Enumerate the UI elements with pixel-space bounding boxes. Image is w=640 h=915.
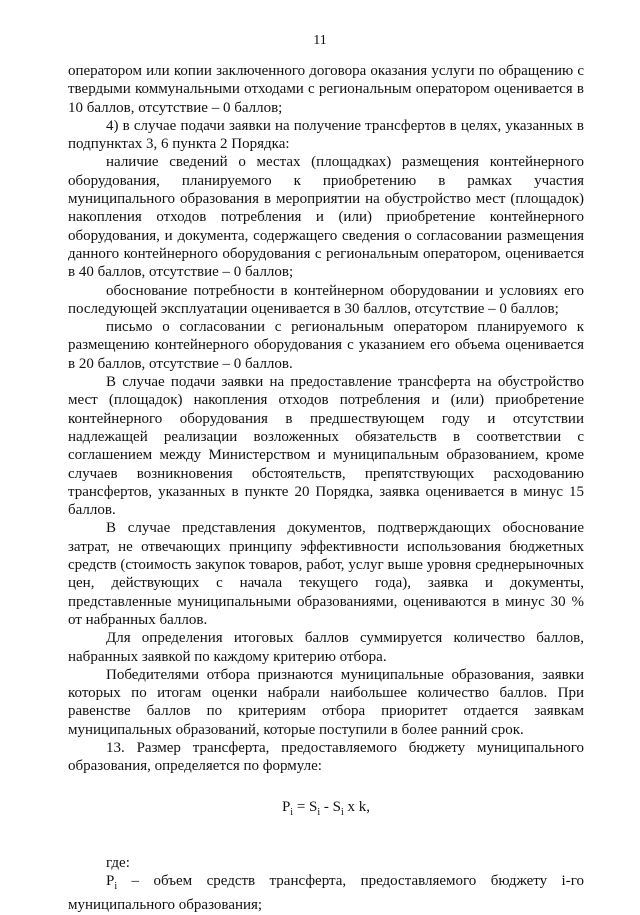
- where-label: где:: [106, 854, 130, 871]
- formula: $P_i = S_i - S_i$ x k,: [281, 798, 371, 818]
- paragraph-winners: Победителями отбора признаются муниципальные образования, заявки которых по итогам оценки набрали наибольшее количество баллов. При равенстве баллов по критериям отбора приоритет отдается заявкам муниципальных образований, которые поступили в более ранний срок.: [68, 666, 584, 738]
- paragraph-approval-letter: письмо о согласовании с региональным оператором планируемого к размещению контейнерного оборудования с указанием его объема оценивается в 20 баллов, отсутствие – 0 баллов.: [68, 319, 584, 372]
- page-number: 11: [313, 33, 327, 48]
- document-body: [68, 62, 584, 915]
- paragraph-total-score: Для определения итоговых баллов суммируется количество баллов, набранных заявкой по каждому критерию отбора.: [68, 630, 584, 665]
- paragraph-justification: обоснование потребности в контейнерном оборудовании и условиях его последующей эксплуатации оценивается в 30 баллов, отсутствие – 0 баллов;: [68, 282, 584, 317]
- paragraph-container-locations: наличие сведений о местах (площадках) размещения контейнерного оборудования, планируемого к приобретению в рамках участия муниципального образования в мероприятии на обустройство мест (площадок) накопления отходов потребления и (или) приобретение контейнерного оборудования, и документа, содержащего сведения о согласовании размещения данного контейнерного оборудования с региональным оператором, оценивается в 40 баллов, отсутствие – 0 баллов;: [68, 154, 584, 281]
- definition-pi: $P_i$ – объем средств трансферта, предоставляемого бюджету i-го муниципального образования;: [68, 873, 584, 914]
- paragraph-item-4: 4) в случае подачи заявки на получение трансфертов в целях, указанных в подпунктах 3, 6 пункта 2 Порядка:: [68, 117, 584, 153]
- paragraph-penalty-30: В случае представления документов, подтверждающих обоснование затрат, не отвечающих принципу эффективности использования бюджетных средств (стоимость закупок товаров, работ, услуг выше уровня среднерыночных цен, действующих с начала текущего года), заявка и документы, представленные муниципальными образованиями, оцениваются в минус 30 % от набранных баллов.: [68, 520, 584, 628]
- paragraph-item-13: 13. Размер трансферта, предоставляемого бюджету муниципального образования, определяется по формуле:: [68, 739, 584, 775]
- paragraph-continuation: оператором или копии заключенного договора оказания услуги по обращению с твердыми коммунальными отходами с региональным оператором оценивается в 10 баллов, отсутствие – 0 баллов;: [68, 63, 584, 116]
- paragraph-penalty-15: В случае подачи заявки на предоставление трансферта на обустройство мест (площадок) накопления отходов потребления и (или) приобретение контейнерного оборудования в предшествующем году и отсутствии надлежащей реализации возложенных обязательств в соответствии с соглашением между Министерством и муниципальным образованием, кроме случаев возникновения обстоятельств, препятствующих расходованию трансфертов, указанных в пункте 20 Порядка, заявка оценивается в минус 15 баллов.: [68, 374, 584, 519]
